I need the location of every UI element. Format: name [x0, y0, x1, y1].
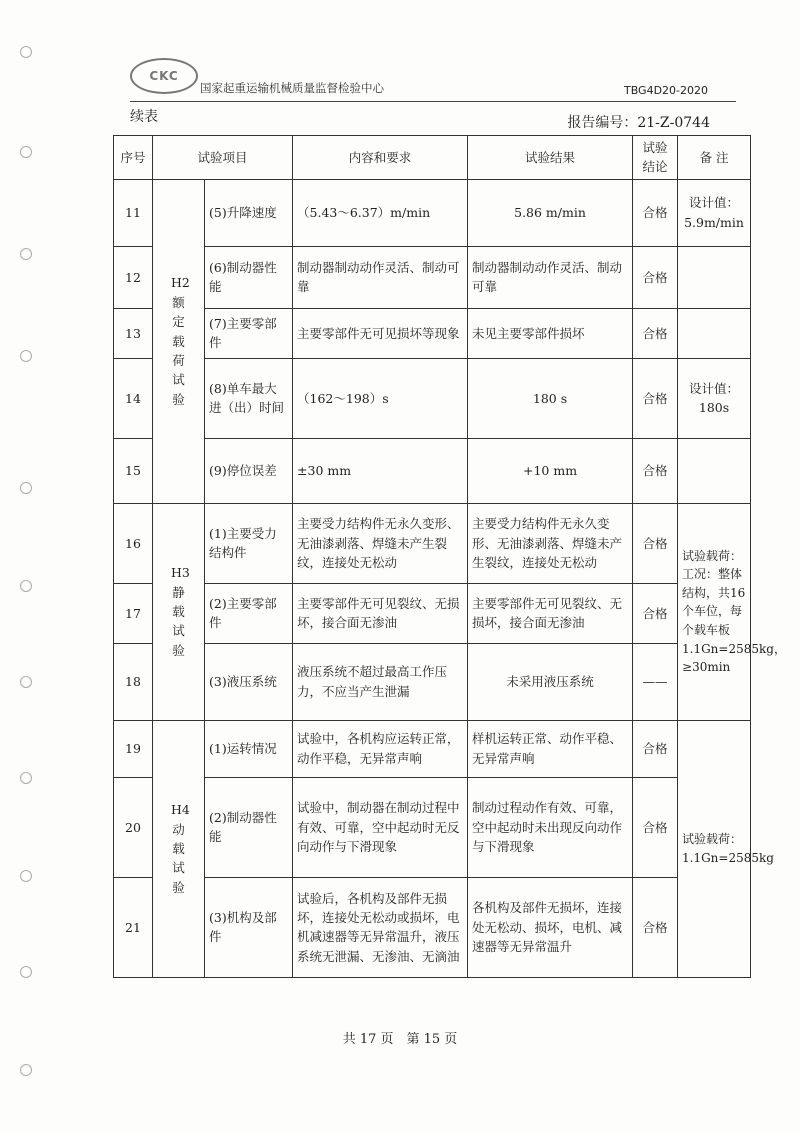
table-row [114, 358, 751, 438]
row-no: 12 [114, 246, 153, 308]
row-remark [678, 438, 751, 503]
binder-hole [20, 350, 32, 362]
group-h2: H2额定载荷试验 [153, 179, 205, 503]
row-content: 试验后，各机构及部件无损坏，连接处无松动或损坏，电机减速器等无异常温升，液压系统无泄漏、无渗油、无滴油 [293, 877, 468, 977]
row-conclusion: 合格 [633, 777, 678, 877]
header-content: 内容和要求 [293, 136, 468, 180]
row-content: （5.43～6.37）m/min [293, 179, 468, 246]
row-conclusion: 合格 [633, 179, 678, 246]
row-remark [678, 308, 751, 358]
row-conclusion: 合格 [633, 246, 678, 308]
binder-hole [20, 1064, 32, 1076]
row-item: (8)单车最大进（出）时间 [205, 358, 293, 438]
row-result: 主要零部件无可见裂纹、无损坏，接合面无渗油 [468, 583, 633, 643]
group-h4: H4动载试验 [153, 720, 205, 977]
row-result: 5.86 m/min [468, 179, 633, 246]
table-header-row [114, 136, 751, 180]
page-footer: 共 17 页 第 15 页 [342, 1032, 458, 1047]
header-result: 试验结果 [468, 136, 633, 180]
binder-hole [20, 46, 32, 58]
row-remark: 设计值：5.9m/min [678, 179, 751, 246]
row-item: (6)制动器性能 [205, 246, 293, 308]
table-row [114, 246, 751, 308]
row-content: 试验中，制动器在制动过程中有效、可靠，空中起动时无反向动作与下滑现象 [293, 777, 468, 877]
row-conclusion: —— [633, 643, 678, 720]
row-result: 制动器制动动作灵活、制动可靠 [468, 246, 633, 308]
row-result: 未采用液压系统 [468, 643, 633, 720]
row-item: (2)主要零部件 [205, 583, 293, 643]
header-item: 试验项目 [153, 136, 293, 180]
row-no: 21 [114, 877, 153, 977]
row-content: ±30 mm [293, 438, 468, 503]
table-row [114, 308, 751, 358]
report-number: 报告编号：21-Z-0744 [567, 115, 710, 131]
row-item: (3)液压系统 [205, 643, 293, 720]
row-conclusion: 合格 [633, 308, 678, 358]
row-no: 15 [114, 438, 153, 503]
row-no: 11 [114, 179, 153, 246]
row-conclusion: 合格 [633, 503, 678, 583]
row-content: 主要受力结构件无永久变形、无油漆剥落、焊缝未产生裂纹，连接处无松动 [293, 503, 468, 583]
row-conclusion: 合格 [633, 583, 678, 643]
table-row [114, 503, 751, 583]
row-no: 20 [114, 777, 153, 877]
row-item: (9)停位误差 [205, 438, 293, 503]
org-name: 国家起重运输机械质量监督检验中心 [200, 81, 384, 95]
row-result: 制动过程动作有效、可靠，空中起动时未出现反向动作与下滑现象 [468, 777, 633, 877]
table-row [114, 438, 751, 503]
row-result: 主要受力结构件无永久变形、无油漆剥落、焊缝未产生裂纹，连接处无松动 [468, 503, 633, 583]
row-conclusion: 合格 [633, 720, 678, 777]
group-h3: H3静载试验 [153, 503, 205, 720]
header-remark: 备 注 [678, 136, 751, 180]
test-results-table [113, 135, 786, 978]
logo-text: CKC [149, 69, 179, 83]
h3-remark: 试验载荷：工况：整体结构，共16个车位，每个载车板1.1Gn=2585kg，≥30min [678, 503, 751, 720]
row-content: 试验中，各机构应运转正常，动作平稳，无异常声响 [293, 720, 468, 777]
row-content: 主要零部件无可见裂纹、无损坏，接合面无渗油 [293, 583, 468, 643]
row-no: 13 [114, 308, 153, 358]
row-conclusion: 合格 [633, 877, 678, 977]
row-no: 14 [114, 358, 153, 438]
binder-hole [20, 772, 32, 784]
row-item: (3)机构及部件 [205, 877, 293, 977]
table-row [114, 179, 751, 246]
table-row [114, 877, 751, 977]
binder-hole [20, 248, 32, 260]
row-remark [678, 246, 751, 308]
header-conclusion: 试验结论 [633, 136, 678, 180]
h4-remark: 试验载荷：1.1Gn=2585kg [678, 720, 751, 977]
row-item: (1)运转情况 [205, 720, 293, 777]
doc-code: TBG4D20-2020 [623, 84, 708, 97]
row-result: 未见主要零部件损坏 [468, 308, 633, 358]
row-no: 18 [114, 643, 153, 720]
row-result: 180 s [468, 358, 633, 438]
row-no: 17 [114, 583, 153, 643]
table-row [114, 777, 751, 877]
row-conclusion: 合格 [633, 358, 678, 438]
row-result: 各机构及部件无损坏，连接处无松动、损坏，电机、减速器等无异常温升 [468, 877, 633, 977]
table-row [114, 720, 751, 777]
table-row [114, 643, 751, 720]
row-item: (7)主要零部件 [205, 308, 293, 358]
row-content: （162～198）s [293, 358, 468, 438]
row-conclusion: 合格 [633, 438, 678, 503]
row-content: 制动器制动动作灵活、制动可靠 [293, 246, 468, 308]
header-seq: 序号 [114, 136, 153, 180]
row-item: (5)升降速度 [205, 179, 293, 246]
row-item: (1)主要受力结构件 [205, 503, 293, 583]
row-result: 样机运转正常、动作平稳、无异常声响 [468, 720, 633, 777]
row-no: 19 [114, 720, 153, 777]
row-content: 液压系统不超过最高工作压力，不应当产生泄漏 [293, 643, 468, 720]
row-no: 16 [114, 503, 153, 583]
binder-hole [20, 676, 32, 688]
binder-hole [20, 580, 32, 592]
org-logo [130, 58, 198, 94]
binder-hole [20, 870, 32, 882]
row-content: 主要零部件无可见损坏等现象 [293, 308, 468, 358]
binder-hole [20, 482, 32, 494]
header-divider [130, 101, 736, 102]
binder-hole [20, 966, 32, 978]
binder-hole [20, 146, 32, 158]
row-remark: 设计值：180s [678, 358, 751, 438]
table-row [114, 583, 751, 643]
continued-label: 续表 [130, 109, 158, 125]
row-item: (2)制动器性能 [205, 777, 293, 877]
row-result: +10 mm [468, 438, 633, 503]
